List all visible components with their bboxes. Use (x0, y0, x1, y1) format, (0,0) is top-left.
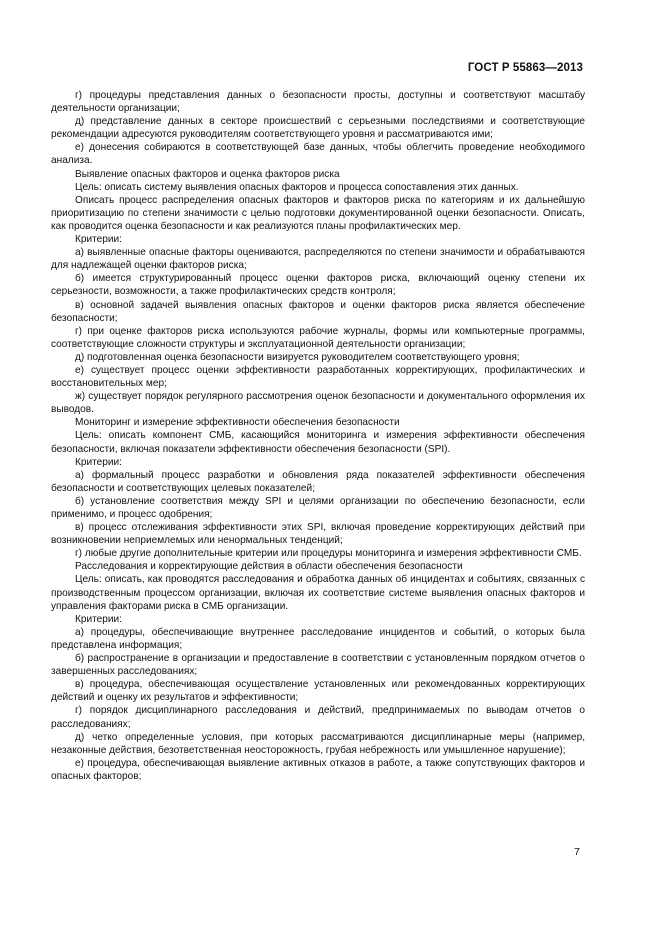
criteria-label: Критерии: (75, 234, 122, 246)
paragraph: г) процедуры представления данных о безопасности просты, доступны и соответствуют масштабу деятельности организации; (51, 90, 585, 115)
document-body (51, 89, 585, 783)
page-number: 7 (574, 846, 580, 858)
paragraph: а) выявленные опасные факторы оцениваются, распределяются по степени значимости и обрабатываются для надлежащей оценки факторов риска; (51, 247, 585, 272)
paragraph: б) распространение в организации и предоставление в соответствии с установленным порядком отчетов о завершенных расследованиях; (51, 653, 585, 678)
paragraph: в) процедура, обеспечивающая осуществление установленных или рекомендованных корректирующих действий и оценку их результатов и эффективности; (51, 679, 585, 704)
criteria-label: Критерии: (75, 613, 122, 625)
paragraph: Цель: описать компонент СМБ, касающийся мониторинга и измерения эффективности обеспечения безопасности, включая показатели эффективности обеспечения безопасности (SPI). (51, 430, 585, 455)
section-heading: Мониторинг и измерение эффективности обеспечения безопасности (75, 417, 400, 429)
paragraph: е) существует процесс оценки эффективности разработанных корректирующих, профилактических и восстановительных мер; (51, 364, 585, 390)
paragraph: е) донесения собираются в соответствующей базе данных, чтобы облегчить проведение необходимого анализа. (51, 142, 585, 167)
paragraph: д) четко определенные условия, при которых рассматриваются дисциплинарные меры (например, незаконные действия, безответственная неосторожность, грубая небрежность или умышленное нарушение); (51, 731, 585, 756)
paragraph: д) представление данных в секторе происшествий с серьезными последствиями и соответствующие рекомендации адресуются руководителям соответствующего уровня и рассматриваются ими; (51, 116, 585, 141)
document-code: ГОСТ Р 55863—2013 (467, 62, 583, 74)
paragraph: в) процесс отслеживания эффективности этих SPI, включая проведение корректирующих действий при возникновении неприемлемых или ненормальных тенденций; (51, 522, 585, 547)
paragraph: б) установление соответствия между SPI и целями организации по обеспечению безопасности, если применимо, и процесс одобрения; (51, 495, 585, 520)
criteria-label: Критерии: (75, 456, 122, 468)
section-heading: Расследования и корректирующие действия в области обеспечения безопасности (75, 561, 463, 573)
paragraph: г) порядок дисциплинарного расследования и действий, предпринимаемых по выводам отчетов о расследованиях; (51, 705, 585, 730)
paragraph: ж) существует порядок регулярного рассмотрения оценок безопасности и документального оформления их выводов. (51, 391, 585, 416)
paragraph: а) процедуры, обеспечивающие внутреннее расследование инцидентов и событий, о которых была представлена информация; (51, 626, 585, 651)
paragraph: Цель: описать, как проводятся расследования и обработка данных об инцидентах и событиях, связанных с производственным процессом организации, включая их соответствие системе выявления опасных факторов и управления факторами риска в СМБ организации. (51, 574, 585, 612)
paragraph: д) подготовленная оценка безопасности визируется руководителем соответствующего уровня; (75, 351, 520, 363)
paragraph: б) имеется структурированный процесс оценки факторов риска, включающий оценку степени их серьезности, возможности, а также профилактических средств контроля; (51, 273, 585, 298)
paragraph: в) основной задачей выявления опасных факторов и оценки факторов риска является обеспечение безопасности; (51, 299, 585, 324)
paragraph: Цель: описать систему выявления опасных факторов и процесса сопоставления этих данных. (75, 181, 519, 193)
paragraph: Описать процесс распределения опасных факторов и факторов риска по категориям и их дальнейшую приоритизацию по степени значимости с целью подготовки документированной оценки безопасности. Описать, как проводится оценка безопасности и как реализуются планы профилактических мер. (51, 194, 585, 232)
paragraph: г) любые другие дополнительные критерии или процедуры мониторинга и измерения эффективности СМБ. (75, 548, 582, 560)
paragraph: г) при оценке факторов риска используются рабочие журналы, формы или компьютерные программы, соответствующие сложности структуры и эксплуатационной деятельности организации; (51, 325, 585, 350)
paragraph: а) формальный процесс разработки и обновления ряда показателей эффективности обеспечения безопасности и соответствующих целевых показателей; (51, 469, 585, 494)
section-heading: Выявление опасных факторов и оценка факторов риска (75, 168, 340, 180)
paragraph: е) процедура, обеспечивающая выявление активных отказов в работе, а также сопутствующих факторов и опасных факторов; (51, 757, 585, 782)
